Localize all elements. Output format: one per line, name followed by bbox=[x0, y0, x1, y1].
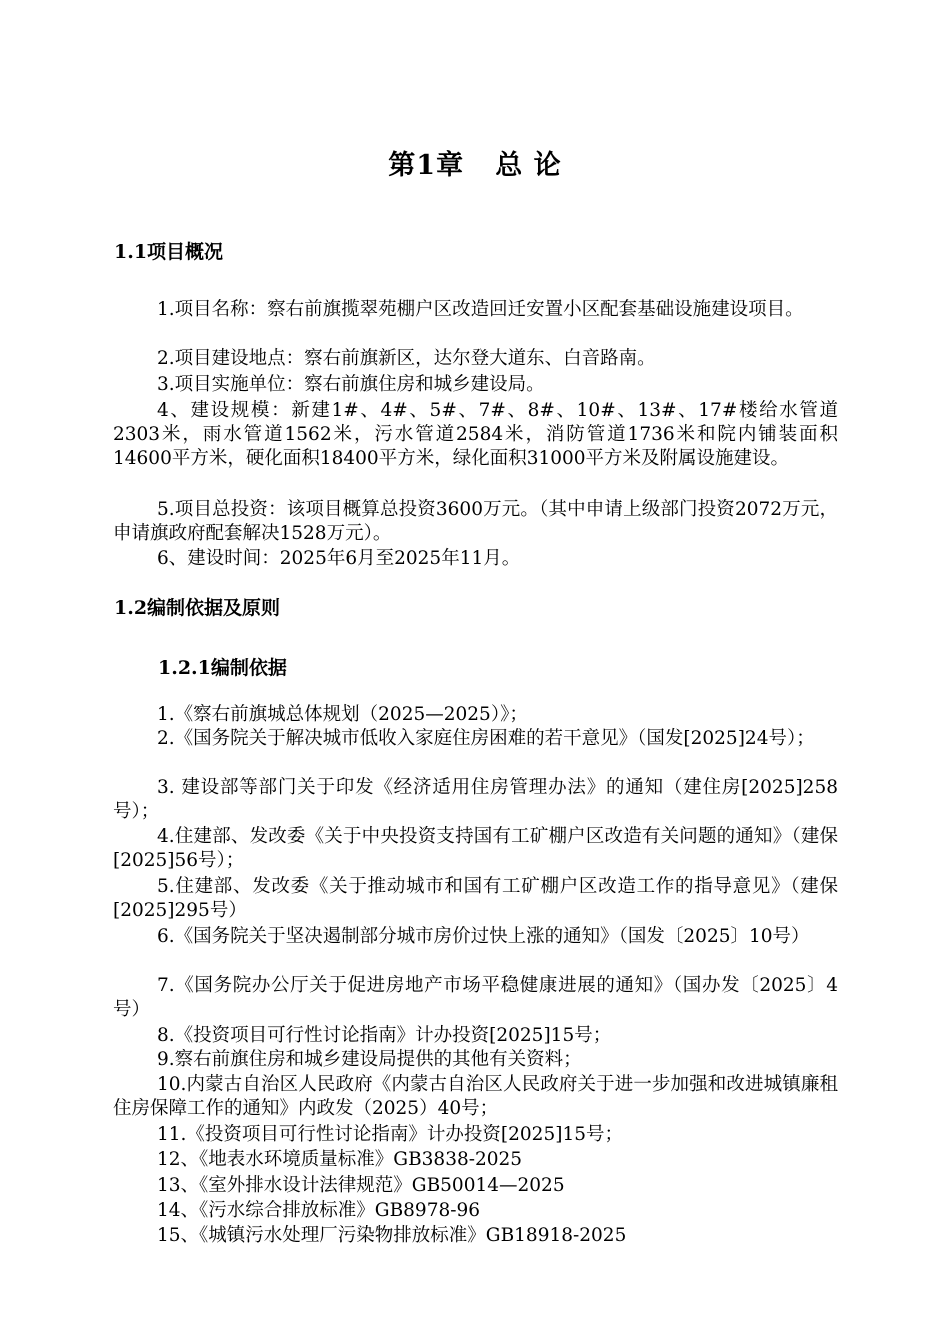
basis-item: 15、《城镇污水处理厂污染物排放标准》GB18918-2025 bbox=[157, 1225, 627, 1246]
basis-item: 3. 建设部等部门关于印发《经济适用住房管理办法》的通知（建住房[2025]258号）； bbox=[113, 777, 838, 823]
basis-item: 5.住建部、发改委《关于推动城市和国有工矿棚户区改造工作的指导意见》（建保[2025]295号） bbox=[113, 876, 838, 922]
basis-item: 2.《国务院关于解决城市低收入家庭住房困难的若干意见》（国发[2025]24号）； bbox=[157, 728, 815, 749]
overview-item-scale: 4、建设规模：新建1#、4#、5#、7#、8#、10#、13#、17#楼给水管道2303米，雨水管道1562米，污水管道2584米，消防管道1736米和院内铺装面积14600平方米，硬化面积18400平方米，绿化面积31000平方米及附属设施建设。 bbox=[113, 400, 838, 470]
basis-item: 9.察右前旗住房和城乡建设局提供的其他有关资料； bbox=[157, 1049, 582, 1070]
basis-item: 7.《国务院办公厅关于促进房地产市场平稳健康进展的通知》（国办发〔2025〕4号） bbox=[113, 975, 838, 1021]
basis-item: 10.内蒙古自治区人民政府《内蒙古自治区人民政府关于进一步加强和改进城镇廉租住房保障工作的通知》内政发（2025）40号； bbox=[113, 1074, 838, 1120]
subsection-heading-1-2-1: 1.2.1编制依据 bbox=[158, 657, 287, 679]
overview-item-unit: 3.项目实施单位：察右前旗住房和城乡建设局。 bbox=[157, 374, 545, 395]
basis-item: 14、《污水综合排放标准》GB8978-96 bbox=[157, 1200, 481, 1221]
basis-item: 6.《国务院关于坚决遏制部分城市房价过快上涨的通知》（国发〔2025〕10号） bbox=[157, 926, 810, 947]
overview-item-location: 2.项目建设地点：察右前旗新区，达尔登大道东、白音路南。 bbox=[157, 348, 656, 369]
basis-item: 4.住建部、发改委《关于中央投资支持国有工矿棚户区改造有关问题的通知》（建保[2025]56号）； bbox=[113, 826, 838, 872]
overview-item-investment: 5.项目总投资：该项目概算总投资3600万元。（其中申请上级部门投资2072万元，申请旗政府配套解决1528万元）。 bbox=[113, 499, 838, 545]
basis-item: 8.《投资项目可行性讨论指南》计办投资[2025]15号； bbox=[157, 1025, 612, 1046]
overview-item-name: 1.项目名称：察右前旗揽翠苑棚户区改造回迁安置小区配套基础设施建设项目。 bbox=[157, 299, 804, 320]
overview-item-time: 6、建设时间：2025年6月至2025年11月。 bbox=[157, 548, 521, 569]
basis-item: 11.《投资项目可行性讨论指南》计办投资[2025]15号； bbox=[157, 1124, 623, 1145]
chapter-title: 第1章 总 论 bbox=[388, 150, 562, 181]
basis-item: 1.《察右前旗城总体规划（2025—2025）》； bbox=[157, 704, 528, 725]
basis-item: 13、《室外排水设计法律规范》GB50014—2025 bbox=[157, 1175, 565, 1196]
section-heading-1-2: 1.2编制依据及原则 bbox=[114, 597, 281, 619]
basis-item: 12、《地表水环境质量标准》GB3838-2025 bbox=[157, 1149, 523, 1170]
section-heading-1-1: 1.1项目概况 bbox=[114, 241, 224, 263]
